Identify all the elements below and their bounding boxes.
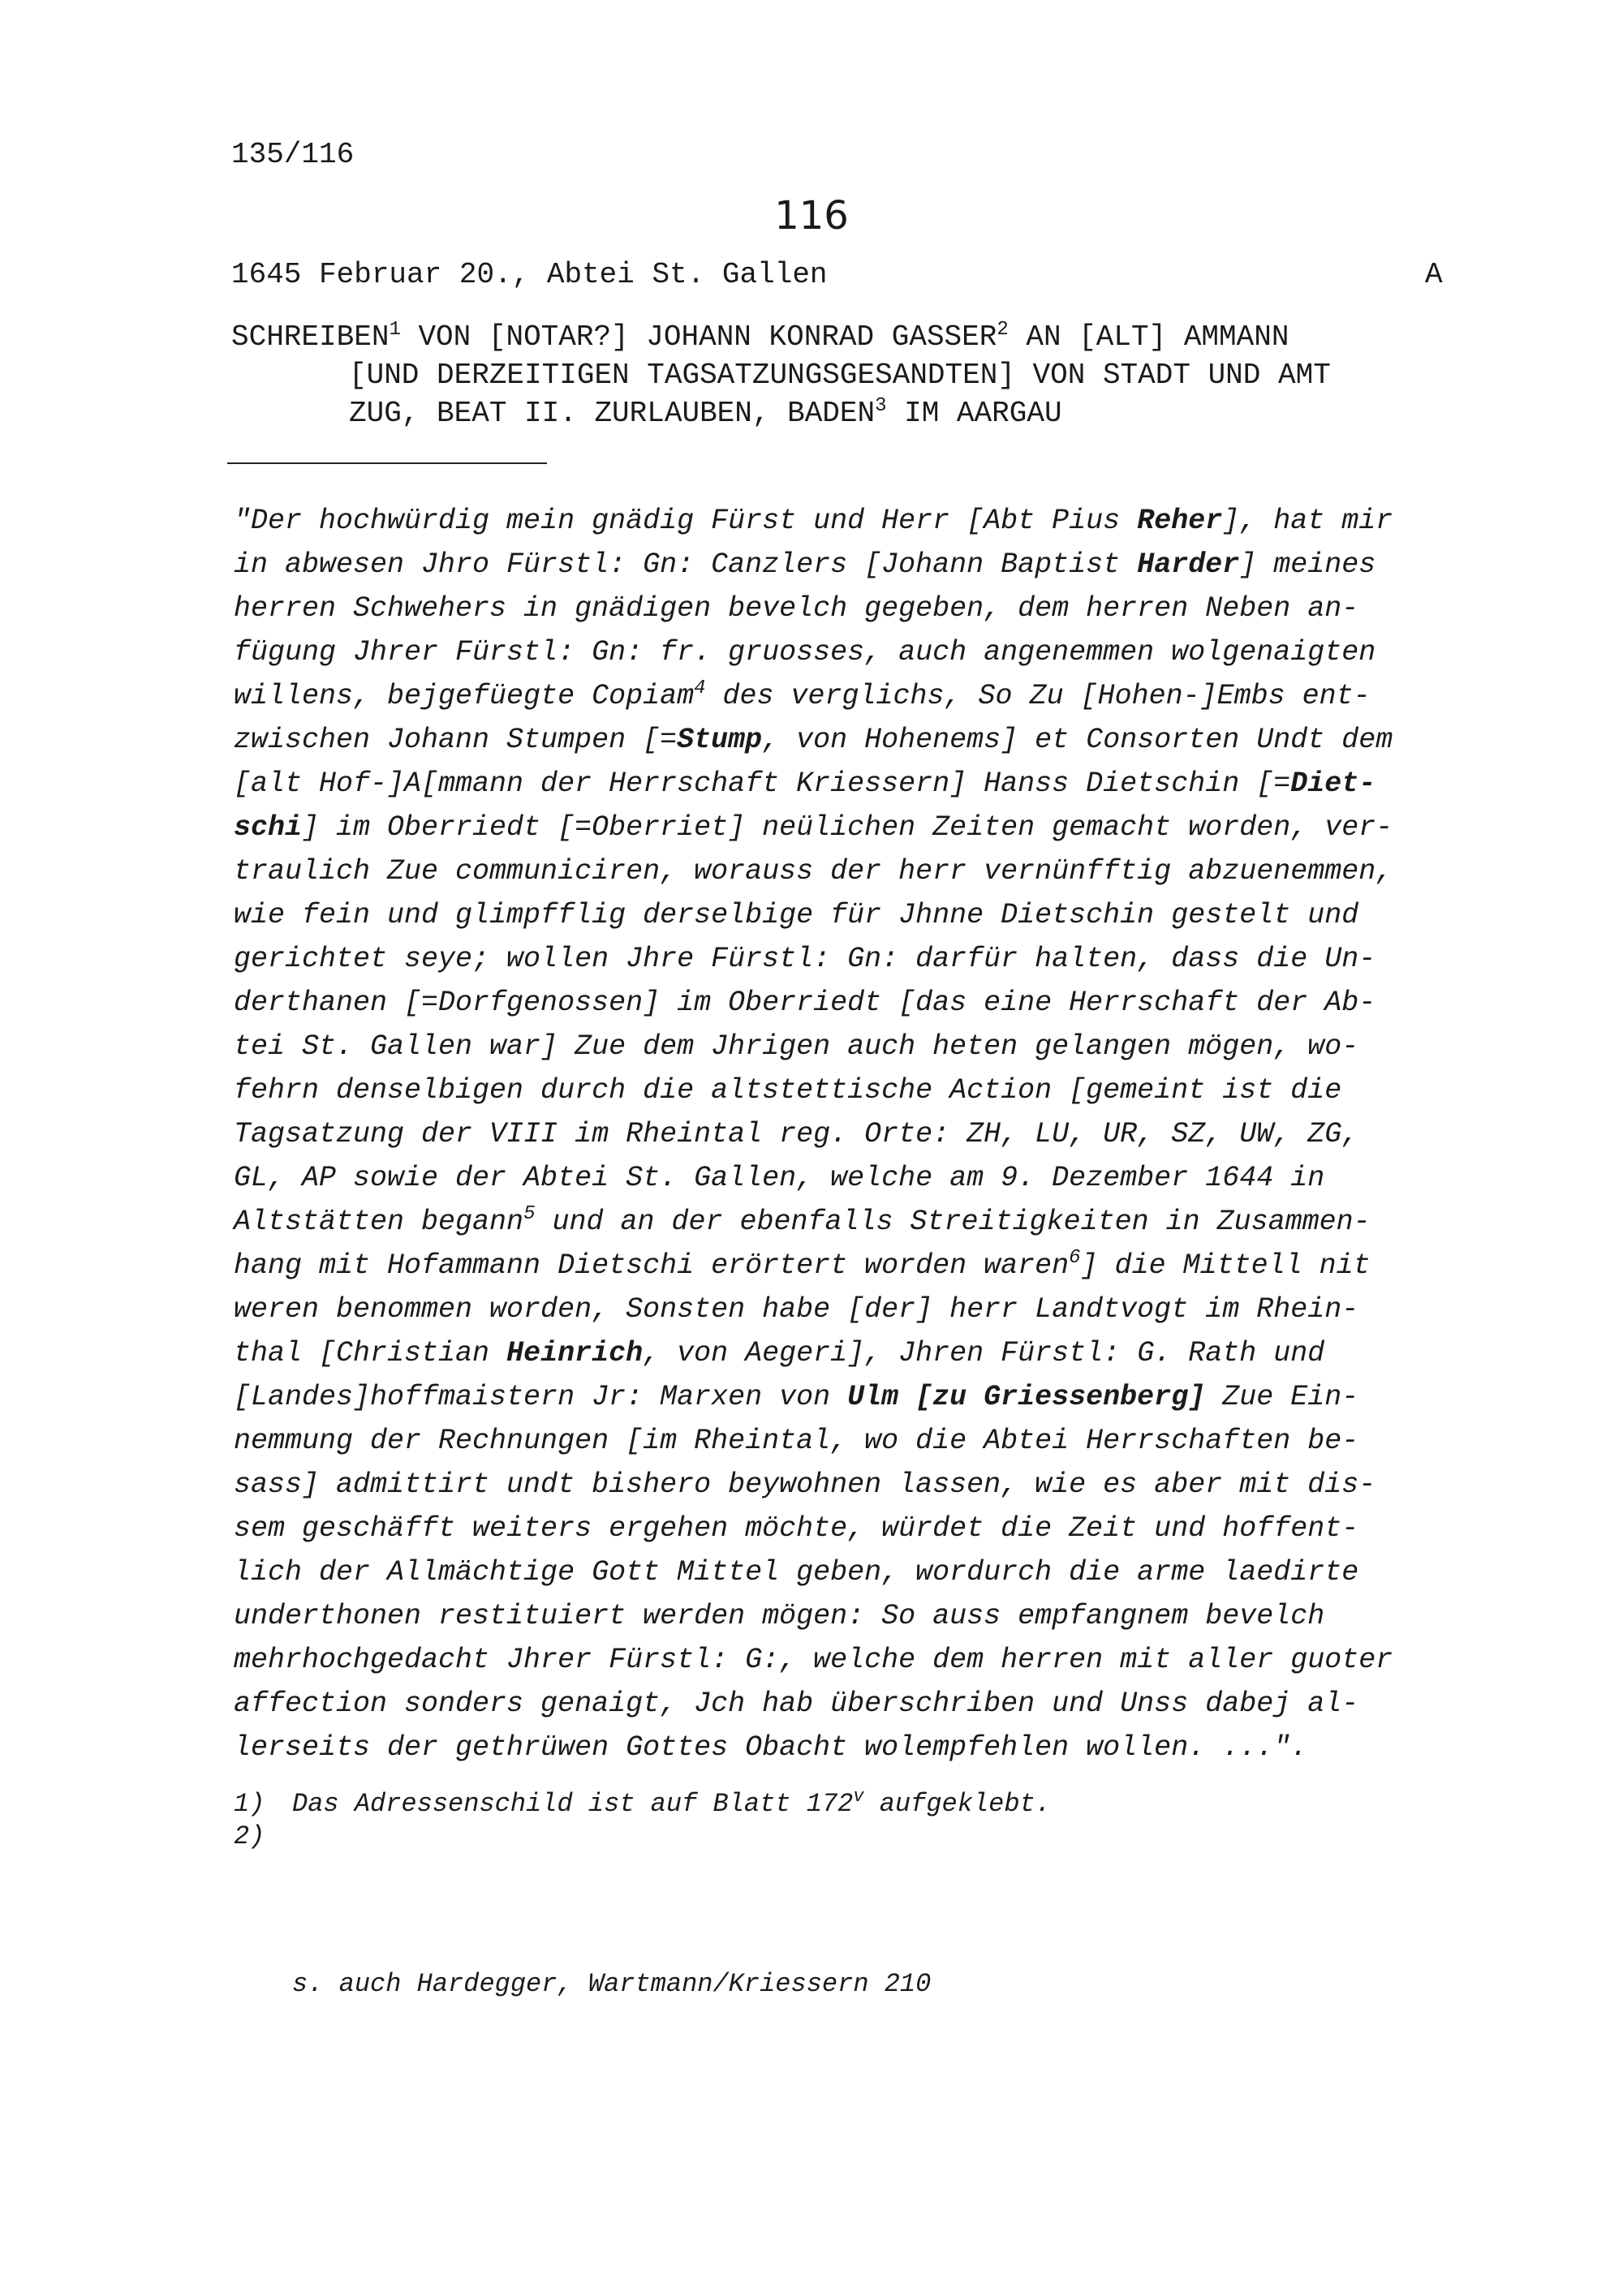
footnote-marker: 6 <box>1069 1247 1081 1269</box>
document-heading <box>231 318 1331 432</box>
body-line <box>234 1162 1393 1206</box>
text-run: AN [ALT] AMMANN <box>1008 320 1289 354</box>
footnote-marker: 3 <box>875 395 887 417</box>
text-run: lich der Allmächtige Gott Mittel geben, wordurch die arme laedirte <box>234 1556 1359 1589</box>
text-run: mehrhochgedacht Jhrer Fürstl: G:, welche dem herren mit aller guoter <box>234 1644 1393 1676</box>
body-line <box>234 1293 1393 1337</box>
body-line <box>234 1425 1393 1468</box>
body-line <box>234 1512 1393 1556</box>
text-run: lerseits der gethrüwen Gottes Obacht wolempfehlen wollen. ...". <box>234 1731 1308 1764</box>
bibliographic-reference: s. auch Hardegger, Wartmann/Kriessern 210 <box>292 1969 932 1999</box>
footnote-marker: 2 <box>997 319 1009 341</box>
text-run: ] die Mittell nit <box>1080 1249 1371 1282</box>
body-line <box>234 592 1393 636</box>
footnote <box>234 1786 1051 1821</box>
text-run: herren Schwehers in gnädigen bevelch gegeben, dem herren Neben an- <box>234 592 1359 625</box>
text-run: [alt Hof-]A[mmann der Herrschaft Kriessern] Hanss Dietschin [= <box>234 767 1291 800</box>
text-run: hang mit Hofammann Dietschi erörtert worden waren <box>234 1249 1070 1282</box>
text-run: affection sonders genaigt, Jch hab überschriben und Unss dabej al- <box>234 1688 1359 1720</box>
heading-line <box>231 318 1331 356</box>
footnote-marker: v <box>853 1786 864 1807</box>
body-line <box>234 1030 1393 1074</box>
text-run: fügung Jhrer Fürstl: Gn: fr. gruosses, auch angenemmen wolgenaigten <box>234 636 1376 669</box>
body-line <box>234 636 1393 680</box>
text-run: gerichtet seye; wollen Jhre Fürstl: Gn: darfür halten, dass die Un- <box>234 943 1376 975</box>
text-run: SCHREIBEN <box>231 320 390 354</box>
letter-body <box>234 505 1393 1775</box>
heading-line <box>231 394 1331 432</box>
body-line <box>234 855 1393 899</box>
text-run: [Landes]hoffmaistern Jr: Marxen von <box>234 1381 848 1413</box>
text-run: Altstätten begann <box>234 1206 524 1238</box>
text-run: , von Hohenems] et Consorten Undt dem <box>762 724 1393 756</box>
text-run: tei St. Gallen war] Zue dem Jhrigen auch heten gelangen mögen, wo- <box>234 1030 1359 1063</box>
footnotes <box>234 1786 1051 1854</box>
footnote-number: 1) <box>234 1789 265 1819</box>
text-run: sem geschäfft weiters ergehen möchte, würdet die Zeit und hoffent- <box>234 1512 1359 1545</box>
body-line <box>234 1644 1393 1688</box>
bold-name: Diet- <box>1290 767 1376 800</box>
text-run: , von Aegeri], Jhren Fürstl: G. Rath und <box>643 1337 1325 1369</box>
footnote-number: 2) <box>234 1821 265 1851</box>
text-run: fehrn denselbigen durch die altstettische Action [gemeint ist die <box>234 1074 1342 1107</box>
body-line <box>234 767 1393 811</box>
body-line <box>234 943 1393 987</box>
bold-name: Ulm [zu Griessenberg] <box>847 1381 1206 1413</box>
text-run: weren benommen worden, Sonsten habe [der] herr Landtvogt im Rhein- <box>234 1293 1359 1326</box>
footnote-marker: 5 <box>523 1203 536 1225</box>
body-line <box>234 1203 1393 1249</box>
body-line <box>234 1249 1393 1293</box>
text-run: willens, bejgefüegte Copiam <box>234 680 695 712</box>
document-reference: 135/116 <box>231 138 355 171</box>
body-line <box>234 1468 1393 1512</box>
body-line <box>234 724 1393 767</box>
body-line <box>234 987 1393 1030</box>
document-number: 116 <box>774 193 849 239</box>
body-line <box>234 548 1393 592</box>
body-line <box>234 1074 1393 1118</box>
heading-line <box>231 356 1331 394</box>
text-run: [UND DERZEITIGEN TAGSATZUNGSGESANDTEN] VON STADT UND AMT <box>349 359 1331 392</box>
heading-divider <box>227 462 547 464</box>
footnote <box>234 1821 1051 1854</box>
body-line <box>234 811 1393 855</box>
text-run: Zue Ein- <box>1205 1381 1359 1413</box>
text-run: derthanen [=Dorfgenossen] im Oberriedt [das eine Herrschaft der Ab- <box>234 987 1376 1019</box>
text-run: "Der hochwürdig mein gnädig Fürst und Herr [Abt Pius <box>234 505 1138 537</box>
text-run: IM AARGAU <box>886 397 1062 430</box>
body-line <box>234 1118 1393 1162</box>
body-line <box>234 1688 1393 1731</box>
text-run: sass] admittirt undt bishero beywohnen lassen, wie es aber mit dis- <box>234 1468 1376 1501</box>
body-line <box>234 677 1393 724</box>
date-place-line: 1645 Februar 20., Abtei St. Gallen <box>231 258 828 291</box>
bold-name: Reher <box>1137 505 1223 537</box>
text-run: des verglichs, So Zu [Hohen-]Embs ent- <box>705 680 1371 712</box>
text-run: traulich Zue communiciren, worauss der herr vernünfftig abzuenemmen, <box>234 855 1393 888</box>
footnote-marker: 1 <box>389 319 401 341</box>
text-run: ] im Oberriedt [=Oberriet] neülichen Zeiten gemacht worden, ver- <box>302 811 1393 844</box>
body-line <box>234 1337 1393 1381</box>
body-line <box>234 1381 1393 1425</box>
bold-name: Heinrich <box>506 1337 644 1369</box>
bold-name: Stump <box>677 724 763 756</box>
text-run: ZUG, BEAT II. ZURLAUBEN, BADEN <box>349 397 876 430</box>
text-run: und an der ebenfalls Streitigkeiten in Zusammen- <box>535 1206 1371 1238</box>
text-run: Tagsatzung der VIII im Rheintal reg. Orte: ZH, LU, UR, SZ, UW, ZG, <box>234 1118 1359 1150</box>
body-line <box>234 1556 1393 1600</box>
body-line <box>234 1731 1393 1775</box>
text-run: ] meines <box>1239 548 1376 581</box>
bold-name: Harder <box>1137 548 1240 581</box>
bold-name: schi <box>234 811 303 844</box>
text-run: aufgeklebt. <box>863 1789 1051 1819</box>
text-run: wie fein und glimpfflig derselbige für Jhnne Dietschin gestelt und <box>234 899 1359 931</box>
text-run: VON [NOTAR?] JOHANN KONRAD GASSER <box>400 320 997 354</box>
text-run: ], hat mir <box>1222 505 1393 537</box>
body-line <box>234 505 1393 548</box>
body-line <box>234 1600 1393 1644</box>
text-run: zwischen Johann Stumpen [= <box>234 724 678 756</box>
text-run: GL, AP sowie der Abtei St. Gallen, welche am 9. Dezember 1644 in <box>234 1162 1325 1194</box>
text-run: underthonen restituiert werden mögen: So auss empfangnem bevelch <box>234 1600 1325 1632</box>
body-line <box>234 899 1393 943</box>
text-run: in abwesen Jhro Fürstl: Gn: Canzlers [Johann Baptist <box>234 548 1138 581</box>
text-run: nemmung der Rechnungen [im Rheintal, wo die Abtei Herrschaften be- <box>234 1425 1359 1457</box>
text-run: Das Adressenschild ist auf Blatt 172 <box>292 1789 854 1819</box>
source-sigla: A <box>1425 258 1443 291</box>
text-run: thal [Christian <box>234 1337 507 1369</box>
footnote-marker: 4 <box>694 677 706 699</box>
